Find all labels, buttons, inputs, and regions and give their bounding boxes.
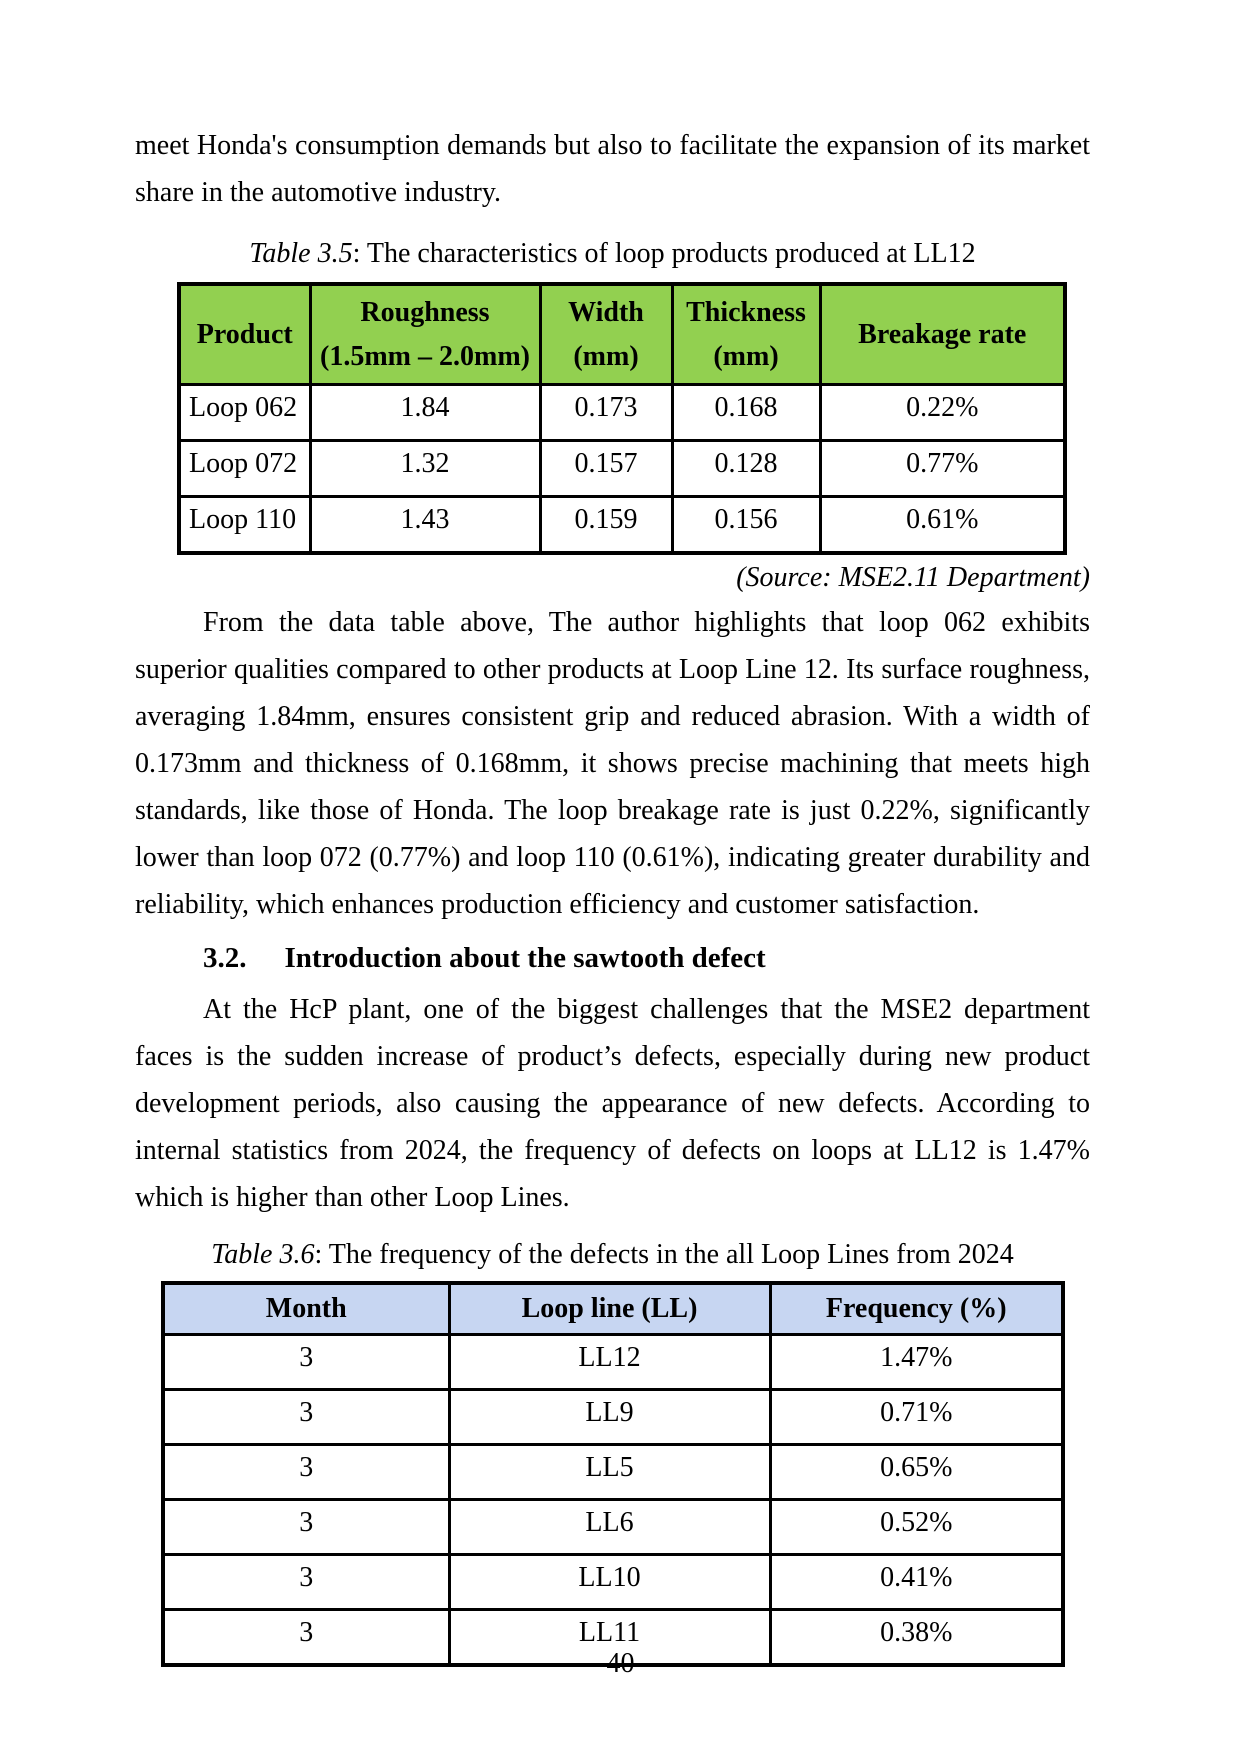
t36-cell-frequency: 0.38% (770, 1610, 1063, 1666)
t35-cell-thickness: 0.128 (672, 441, 820, 497)
t35-cell-product: Loop 110 (179, 497, 310, 554)
t36-cell-loop-line: LL12 (449, 1335, 770, 1390)
table-row (179, 385, 1065, 441)
t35-header-roughness: Roughness (1.5mm – 2.0mm) (310, 284, 540, 385)
t36-cell-frequency: 1.47% (770, 1335, 1063, 1390)
table-3-5-caption-text: : The characteristics of loop products produced at LL12 (352, 238, 976, 269)
t35-header-thickness: Thickness (mm) (672, 284, 820, 385)
table-row (163, 1445, 1063, 1500)
table-3-6 (161, 1281, 1065, 1667)
table-3-5-header-row (179, 284, 1065, 385)
t36-cell-loop-line: LL10 (449, 1555, 770, 1610)
section-number: 3.2. (203, 942, 247, 974)
t36-header-frequency: Frequency (%) (770, 1283, 1063, 1335)
t36-cell-frequency: 0.71% (770, 1390, 1063, 1445)
table-row (163, 1390, 1063, 1445)
section-title: Introduction about the sawtooth defect (284, 942, 766, 974)
t35-cell-width: 0.157 (540, 441, 672, 497)
table-3-5 (177, 282, 1067, 555)
table-row (163, 1335, 1063, 1390)
t35-cell-width: 0.173 (540, 385, 672, 441)
table-3-6-caption-label: Table 3.6 (211, 1239, 315, 1270)
t35-cell-product: Loop 072 (179, 441, 310, 497)
t36-cell-frequency: 0.65% (770, 1445, 1063, 1500)
t36-cell-month: 3 (163, 1445, 449, 1500)
t36-cell-month: 3 (163, 1500, 449, 1555)
table-3-6-header-row (163, 1283, 1063, 1335)
t36-cell-loop-line: LL11 (449, 1610, 770, 1666)
t35-cell-roughness: 1.43 (310, 497, 540, 554)
t35-cell-thickness: 0.156 (672, 497, 820, 554)
t36-cell-frequency: 0.52% (770, 1500, 1063, 1555)
t36-cell-month: 3 (163, 1610, 449, 1666)
t36-cell-month: 3 (163, 1390, 449, 1445)
t35-cell-width: 0.159 (540, 497, 672, 554)
analysis-paragraph: From the data table above, The author highlights that loop 062 exhibits superior qualities compared to other products at Loop Line 12. Its surface roughness, averaging 1.84mm, ensures consistent grip and reduced abrasion. With a width of 0.173mm and thickness of 0.168mm, it shows precise machining that meets high standards, like those of Honda. The loop breakage rate is just 0.22%, significantly lower than loop 072 (0.77%) and loop 110 (0.61%), indicating greater durability and reliability, which enhances production efficiency and customer satisfaction. (135, 607, 1090, 920)
t36-cell-frequency: 0.41% (770, 1555, 1063, 1610)
table-row (179, 441, 1065, 497)
t35-cell-roughness: 1.84 (310, 385, 540, 441)
table-3-5-caption (135, 234, 1090, 274)
table-row (163, 1555, 1063, 1610)
t35-cell-breakage: 0.61% (820, 497, 1065, 554)
t35-header-product: Product (179, 284, 310, 385)
table-3-6-caption-text: : The frequency of the defects in the all Loop Lines from 2024 (314, 1239, 1014, 1270)
t35-cell-product: Loop 062 (179, 385, 310, 441)
page-number: 40 (606, 1648, 635, 1679)
t35-header-breakage-rate: Breakage rate (820, 284, 1065, 385)
t36-cell-loop-line: LL6 (449, 1500, 770, 1555)
page-content (135, 122, 1090, 1667)
t36-header-loop-line: Loop line (LL) (449, 1283, 770, 1335)
t35-cell-breakage: 0.77% (820, 441, 1065, 497)
t35-cell-breakage: 0.22% (820, 385, 1065, 441)
table-3-6-caption (135, 1235, 1090, 1275)
t36-cell-month: 3 (163, 1335, 449, 1390)
intro-paragraph: meet Honda's consumption demands but also to facilitate the expansion of its market share in the automotive industry. (135, 130, 1090, 208)
t36-cell-loop-line: LL5 (449, 1445, 770, 1500)
table-3-5-source: (Source: MSE2.11 Department) (736, 562, 1090, 593)
table-row (179, 497, 1065, 554)
section-paragraph: At the HcP plant, one of the biggest challenges that the MSE2 department faces is the sudden increase of product’s defects, especially during new product development periods, also causing the appearance of new defects. According to internal statistics from 2024, the frequency of defects on loops at LL12 is 1.47% which is higher than other Loop Lines. (135, 994, 1090, 1213)
t36-cell-loop-line: LL9 (449, 1390, 770, 1445)
table-row (163, 1500, 1063, 1555)
section-heading-3-2 (203, 936, 1090, 980)
t35-cell-roughness: 1.32 (310, 441, 540, 497)
t35-header-width: Width (mm) (540, 284, 672, 385)
table-3-5-caption-label: Table 3.5 (249, 238, 353, 269)
t35-cell-thickness: 0.168 (672, 385, 820, 441)
t36-header-month: Month (163, 1283, 449, 1335)
t36-cell-month: 3 (163, 1555, 449, 1610)
